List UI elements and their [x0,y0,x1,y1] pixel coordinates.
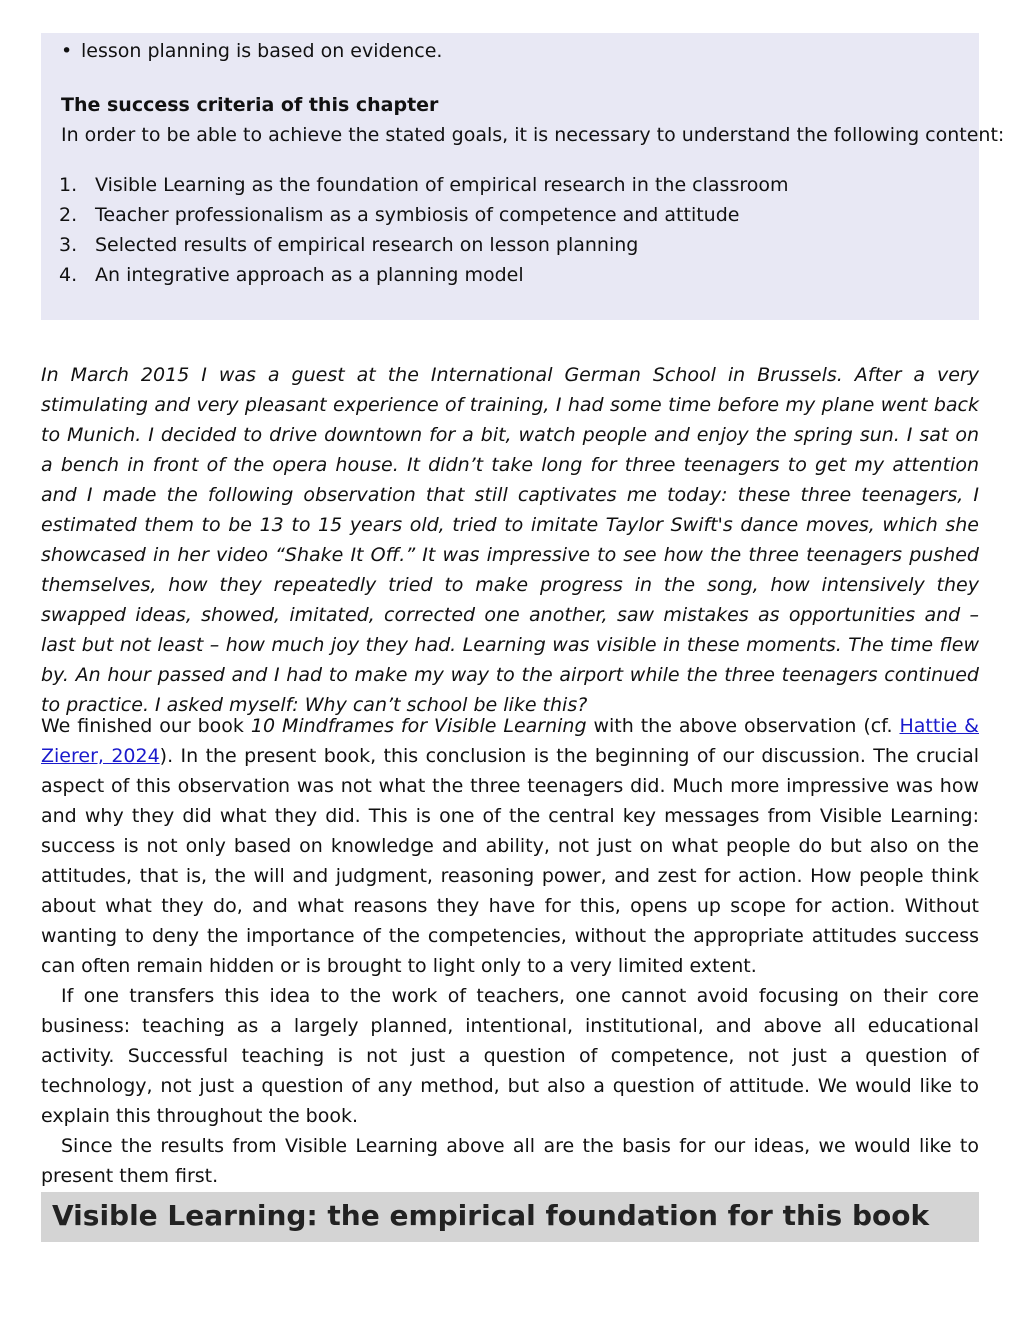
chapter-goals-box [41,33,1005,320]
criteria-number: 2. [59,204,78,226]
citation-link[interactable]: Hattie & Zierer, 2024 [41,715,979,767]
criteria-item [59,262,789,292]
criteria-item [59,232,789,262]
criteria-item [59,202,789,232]
criteria-text: An integrative approach as a planning model [95,264,524,286]
criteria-text: Selected results of empirical research on lesson planning [95,234,639,256]
book-title: 10 Mindframes for Visible Learning [250,715,587,737]
body-paragraph: If one transfers this idea to the work of teachers, one cannot avoid focusing on their core business: teaching as a largely planned, intentional, institutional, and above all educational activity. Successful teaching is not just a question of competence, not just a question of technology, not just a question of any method, but also a question of attitude. We would like to explain this throughout the book. [41,985,979,1127]
body-paragraph [41,711,979,981]
paragraph-text: with the above observation (cf. [586,715,900,737]
body-paragraph: Since the results from Visible Learning above all are the basis for our ideas, we would like to present them first. [41,1135,979,1187]
criteria-number: 4. [59,264,78,286]
paragraph-text: ). In the present book, this conclusion is the beginning of our discussion. The crucial aspect of this observation was not what the three teenagers did. Much more impressive was how and why they did what they did. This is one of the central key messages from Visible Learning: success is not only based on knowledge and ability, not just on what people do but also on the attitudes, that is, the will and judgment, reasoning power, and zest for action. How people think about what they do, and what reasons they have for this, opens up scope for action. Without wanting to deny the importance of the competencies, without the appropriate attitudes success can often remain hidden or is brought to light only to a very limited extent. [41,745,979,977]
criteria-item [59,172,789,202]
paragraph-text: We finished our book [41,715,251,737]
body-text [41,711,979,1191]
success-criteria-intro: In order to be able to achieve the stated goals, it is necessary to understand the following content: [61,124,1005,146]
page [41,0,1005,1232]
criteria-text: Teacher professionalism as a symbiosis of competence and attitude [95,204,740,226]
goals-bullet-item: • lesson planning is based on evidence. [61,38,442,64]
criteria-number: 1. [59,174,78,196]
criteria-text: Visible Learning as the foundation of empirical research in the classroom [95,174,789,196]
section-heading: Visible Learning: the empirical foundation for this book [41,1192,979,1242]
goals-bullet-list [61,38,442,64]
success-criteria-heading: The success criteria of this chapter [61,94,439,116]
success-criteria-list [59,172,789,292]
opening-anecdote: In March 2015 I was a guest at the International German School in Brussels. After a very stimulating and very pleasant experience of training, I had some time before my plane went back to Munich. I decided to drive downtown for a bit, watch people and enjoy the spring sun. I sat on a bench in front of the opera house. It didn’t take long for three teenagers to get my attention and I made the following observation that still captivates me today: these three teenagers, I estimated them to be 13 to 15 years old, tried to imitate Taylor Swift's dance moves, which she showcased in her video “Shake It Off.” It was impressive to see how the three teenagers pushed themselves, how they repeatedly tried to make progress in the song, how intensively they swapped ideas, showed, imitated, corrected one another, saw mistakes as opportunities and – last but not least – how much joy they had. Learning was visible in these moments. The time flew by. An hour passed and I had to make my way to the airport while the three teenagers continued to practice. I asked myself: Why can’t school be like this? [41,364,979,716]
criteria-number: 3. [59,234,78,256]
